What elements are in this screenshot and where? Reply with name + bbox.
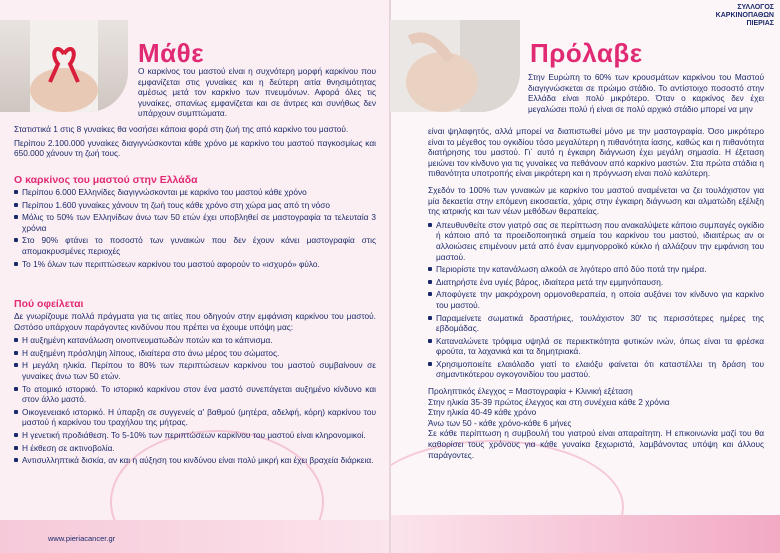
ribbon-photo (0, 20, 128, 112)
list-item: Η αυξημένη πρόσληψη λίπους, ιδιαίτερα στο άνω μέρος του σώματος. (14, 348, 376, 359)
list-item: Η γενετική προδιάθεση. Το 5-10% των περιπτώσεων καρκίνου του μαστού είναι κληρονομικοί. (14, 430, 376, 441)
list-item: Παραμείνετε σωματικά δραστήριες, τουλάχιστον 30' τις περισσότερες ημέρες της εβδομάδας. (428, 313, 764, 334)
greece-list (14, 187, 376, 271)
screening-line: Προληπτικός έλεγχος = Μαστογραφία + Κλινική εξέταση (428, 386, 633, 397)
list-item: Το ατομικό ιστορικό. Το ιστορικό καρκίνου στον ένα μαστό συνεπάγεται αυξημένο κίνδυνο και στον άλλο μαστό. (14, 384, 376, 405)
risk-section-title: Πού οφείλεται (14, 298, 84, 310)
list-item: Η έκθεση σε ακτινοβολία. (14, 443, 376, 454)
list-item: Αποφύγετε την μακρόχρονη ορμονοθεραπεία, η οποία αυξάνει τον κίνδυνο για καρκίνο του μαστού. (428, 289, 764, 310)
intro-paragraph: Ο καρκίνος του μαστού είναι η συχνότερη μορφή καρκίνου που εμφανίζεται στις γυναίκες και η δεύτερη αιτία θνησιμότητας αμέσως μετά τον καρκίνο των πνευμόνων. Αφορά όλες τις γυναίκες, σπανίως εμφανίζεται και σε άντρες και συνήθως δεν υπάρχουν συμπτώματα. (138, 66, 376, 119)
list-item: Η αυξημένη κατανάλωση οινοπνευματωδών ποτών και το κάπνισμα. (14, 335, 376, 346)
intro-text-bottom (14, 124, 376, 162)
list-item: Χρησιμοποιείτε ελαιόλαδο γιατί το ελαιόξυ φαίνεται ότι καταστέλλει τη δράση του σημαντικότερου ογκογονιδίου του μαστού. (428, 359, 764, 380)
risk-intro: Δε γνωρίζουμε πολλά πράγματα για τις αιτίες που οδηγούν στην εμφάνιση καρκίνου του μαστού. Ωστόσο υπάρχουν παράγοντες κινδύνου που πρέπει να έχουμε υπόψη μας: (14, 311, 376, 332)
list-item: Το 1% όλων των περιπτώσεων καρκίνου του μαστού αφορούν το «ισχυρό» φύλο. (14, 259, 376, 270)
org-line: ΚΑΡΚΙΝΟΠΑΘΩΝ (715, 12, 774, 19)
heading-prevent: Πρόλαβε (530, 38, 643, 68)
greece-section-title: Ο καρκίνος του μαστού στην Ελλάδα (14, 174, 198, 186)
list-item: Οικογενειακό ιστορικό. Η ύπαρξη σε συγγενείς α' βαθμού (μητέρα, αδελφή, κόρη) καρκίνου του μαστού ή καρκίνου του τραχήλου της μήτρας. (14, 407, 376, 428)
survival-paragraph: Σχεδόν το 100% των γυναικών με καρκίνο του μαστού αναμένεται να ζει τουλάχιστον για μία δεκαετία στην επόμενη εικοσαετία, χάρις στην έγκαιρη διάγνωση και αλματώδη εξέλιξη της ιατρικής και των νέων μεθόδων θεραπείας. (428, 184, 764, 217)
right-footer-band (390, 515, 780, 553)
list-item: Στο 90% φτάνει το ποσοστό των γυναικών που δεν έχουν κάνει μαστογραφία στις απομακρυσμένες περιοχές (14, 235, 376, 256)
screening-line: Στην ηλικία 40-49 κάθε χρόνο (428, 407, 537, 418)
prevent-body (428, 126, 764, 463)
risk-list (14, 311, 376, 468)
screening-line: Άνω των 50 - κάθε χρόνο-κάθε 6 μήνες (428, 417, 572, 428)
intro-text-top (138, 66, 376, 122)
list-item: Καταναλώνετε τρόφιμα υψηλά σε περιεκτικότητα φυτικών ινών, όπως είναι τα φρέσκα φρούτα, τα λαχανικά και τα δημητριακά. (428, 336, 764, 357)
list-item: Η μεγάλη ηλικία. Περίπου το 80% των περιπτώσεων καρκίνου του μαστού συμβαίνουν σε γυναίκες άνω των 50 ετών. (14, 360, 376, 381)
self-exam-photo (390, 20, 520, 112)
list-item: Αντισυλληπτικά δισκία, αν και η αύξηση του κινδύνου είναι πολύ μικρή και έχει βραχεία διάρκεια. (14, 455, 376, 466)
screening-schedule (428, 386, 764, 428)
heading-learn: Μάθε (138, 38, 205, 68)
intro-global: Περίπου 2.100.000 γυναίκες διαγιγνώσκονται κάθε χρόνο με καρκίνο του μαστού παγκοσμίως και 650.000 χάνουν τη ζωή τους. (14, 137, 376, 159)
screening-line: Στην ηλικία 35-39 πρώτος έλεγχος και στη συνέχεια κάθε 2 χρόνια (428, 396, 670, 407)
list-item: Περίπου 6.000 Ελληνίδες διαγιγνώσκονται με καρκίνο του μαστού κάθε χρόνο (14, 187, 376, 198)
list-item: Απευθυνθείτε στον γιατρό σας σε περίπτωση που ανακαλύψετε κάποιο συμπαγές ογκίδιο ή κάποιο από τα προειδοποιητικά σημεία του καρκίνου του μαστού, ιδιαιτέρως αν οι αλλοιώσεις επιμένουν μετά από έναν εμμηνορροϊκό κύκλο ή αλλάζουν την εμφάνιση του μαστού. (428, 220, 764, 262)
prevent-intro: Στην Ευρώπη το 60% των κρουσμάτων καρκίνου του Μαστού διαγιγνώσκεται σε πρώιμο στάδιο. Το αντίστοιχο ποσοστό στην Ελλάδα είναι πολύ μικρότερο. Όταν ο καρκίνος δεν έχει μεγαλώσει πολύ ή είναι σε πολύ αρχικό στάδιο μπορεί να μην (528, 72, 764, 114)
list-item: Διατηρήστε ένα υγιές βάρος, ιδιαίτερα μετά την εμμηνόπαυση. (428, 277, 764, 288)
website-link[interactable]: www.pieriacancer.gr (48, 534, 116, 543)
intro-statistic: Στατιστικά 1 στις 8 γυναίκες θα νοσήσει κάποια φορά στη ζωή της από καρκίνο του μαστού. (14, 124, 349, 134)
prevent-intro-top (528, 72, 764, 117)
closing-paragraph: Σε κάθε περίπτωση η συμβουλή του γιατρού είναι απαραίτητη. Η επικοινωνία μαζί του θα καθορίσει τους χρόνους για κάθε γυναίκα ξεχωριστά, λαμβάνοντας υπόψη και άλλους παράγοντες. (428, 428, 764, 460)
list-item: Περίπου 1.600 γυναίκες χάνουν τη ζωή τους κάθε χρόνο στη χώρα μας από τη νόσο (14, 200, 376, 211)
list-item: Μόλις το 50% των Ελληνίδων άνω των 50 ετών έχει υποβληθεί σε μαστογραφία τα τελευταία 3 χρόνια (14, 212, 376, 233)
list-item: Περιορίστε την κατανάλωση αλκοόλ σε λιγότερο από δύο ποτά την ημέρα. (428, 264, 764, 275)
organization-logo-text (700, 4, 774, 28)
prevent-intro-rest: είναι ψηλαφητός, αλλά μπορεί να διαπιστωθεί μόνο με την μαστογραφία. Όσο μικρότερο είναι το μέγεθος του ογκιδίου τόσο μεγαλύτερη η πιθανότητα ίασης, καθώς και η πιθανότητα διατήρησης του μαστού. Γι΄ αυτό η έγκαιρη διάγνωση έχει μεγάλη σημασία. Η έξεταση μειώνει τον κίνδυνο για τις γυναίκες να πεθάνουν από καρκίνο μαστών. Στα πρώτα στάδια η πιθανότητα υποτροπής είναι μικρότερη και η πρόγνωση είναι πολύ καλύτερη. (428, 126, 764, 179)
org-line: ΣΥΛΛΟΓΟΣ (737, 4, 774, 11)
org-line: ΠΙΕΡΙΑΣ (746, 20, 774, 27)
